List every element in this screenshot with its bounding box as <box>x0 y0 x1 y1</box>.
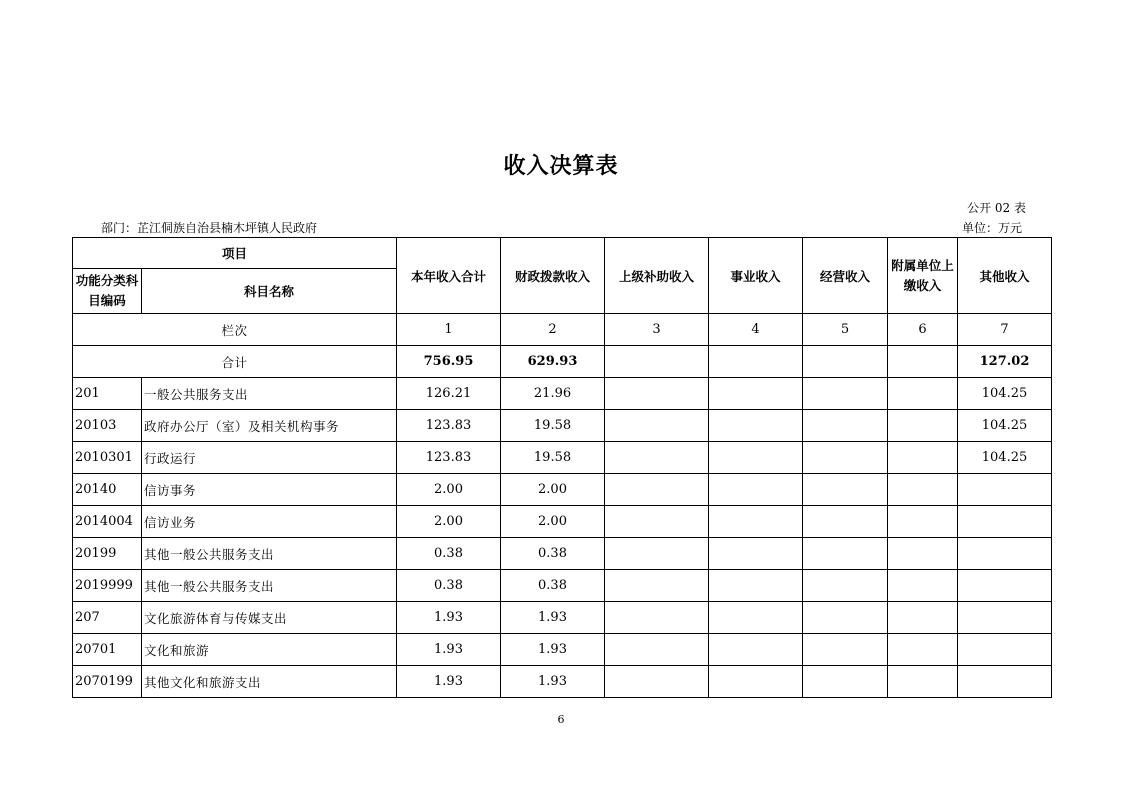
row-value: 19.58 <box>501 410 605 442</box>
row-value <box>605 666 709 698</box>
row-value: 2.00 <box>397 506 501 538</box>
index-number: 3 <box>605 314 709 346</box>
unit-label: 单位：万元 <box>961 221 1022 235</box>
row-value <box>803 634 888 666</box>
row-code: 2019999 <box>73 570 142 602</box>
row-value <box>709 570 803 602</box>
row-value <box>958 474 1052 506</box>
header-superior-subsidy: 上级补助收入 <box>605 238 709 314</box>
row-value <box>803 602 888 634</box>
index-number: 6 <box>888 314 958 346</box>
header-total-income: 本年收入合计 <box>397 238 501 314</box>
row-value: 104.25 <box>958 378 1052 410</box>
row-name: 其他一般公共服务支出 <box>142 570 397 602</box>
index-number: 2 <box>501 314 605 346</box>
index-label: 栏次 <box>73 314 397 346</box>
table-row <box>73 570 1052 602</box>
row-value: 0.38 <box>501 538 605 570</box>
header-business-income: 事业收入 <box>709 238 803 314</box>
header-subsidiary-income: 附属单位上缴收入 <box>888 238 958 314</box>
row-value <box>888 378 958 410</box>
header-name: 科目名称 <box>142 269 397 314</box>
total-row <box>73 346 1052 378</box>
row-code: 20103 <box>73 410 142 442</box>
row-name: 文化和旅游 <box>142 634 397 666</box>
index-number: 1 <box>397 314 501 346</box>
header-other-income: 其他收入 <box>958 238 1052 314</box>
row-value: 1.93 <box>397 634 501 666</box>
total-value: 127.02 <box>958 346 1052 378</box>
row-value <box>803 378 888 410</box>
table-row <box>73 378 1052 410</box>
row-value <box>709 538 803 570</box>
row-value <box>803 570 888 602</box>
table-row <box>73 538 1052 570</box>
row-value <box>958 570 1052 602</box>
department-label: 部门：芷江侗族自治县楠木坪镇人民政府 <box>101 221 318 235</box>
table-row <box>73 442 1052 474</box>
row-value <box>605 570 709 602</box>
total-value <box>803 346 888 378</box>
row-value <box>803 506 888 538</box>
row-value <box>605 506 709 538</box>
total-value <box>709 346 803 378</box>
row-code: 20701 <box>73 634 142 666</box>
index-row <box>73 314 1052 346</box>
row-value <box>709 602 803 634</box>
row-value <box>958 666 1052 698</box>
row-value <box>888 634 958 666</box>
row-value: 2.00 <box>501 474 605 506</box>
row-code: 2014004 <box>73 506 142 538</box>
row-value: 104.25 <box>958 410 1052 442</box>
row-name: 信访事务 <box>142 474 397 506</box>
row-name: 其他文化和旅游支出 <box>142 666 397 698</box>
row-value: 104.25 <box>958 442 1052 474</box>
row-value <box>888 474 958 506</box>
row-value: 0.38 <box>397 538 501 570</box>
index-number: 7 <box>958 314 1052 346</box>
row-value <box>605 538 709 570</box>
table-row <box>73 666 1052 698</box>
index-number: 4 <box>709 314 803 346</box>
row-code: 2070199 <box>73 666 142 698</box>
row-value <box>709 666 803 698</box>
row-value <box>803 474 888 506</box>
row-value: 2.00 <box>397 474 501 506</box>
row-value: 126.21 <box>397 378 501 410</box>
row-value <box>709 506 803 538</box>
row-value <box>709 410 803 442</box>
row-value <box>888 570 958 602</box>
row-value <box>605 634 709 666</box>
row-value <box>803 538 888 570</box>
index-number: 5 <box>803 314 888 346</box>
header-operating-income: 经营收入 <box>803 238 888 314</box>
total-value: 629.93 <box>501 346 605 378</box>
row-value <box>709 634 803 666</box>
row-name: 文化旅游体育与传媒支出 <box>142 602 397 634</box>
row-value <box>888 410 958 442</box>
revenue-table <box>72 237 1052 698</box>
row-value <box>958 506 1052 538</box>
row-code: 201 <box>73 378 142 410</box>
row-value: 1.93 <box>501 602 605 634</box>
form-number: 公开 02 表 <box>967 201 1026 215</box>
row-value <box>605 474 709 506</box>
row-value <box>803 442 888 474</box>
header-item: 项目 <box>73 238 397 269</box>
row-value <box>605 602 709 634</box>
row-name: 政府办公厅（室）及相关机构事务 <box>142 410 397 442</box>
header-code: 功能分类科目编码 <box>73 269 142 314</box>
table-row <box>73 602 1052 634</box>
row-value <box>888 442 958 474</box>
row-value <box>605 378 709 410</box>
row-value: 123.83 <box>397 442 501 474</box>
page-title: 收入决算表 <box>503 154 619 179</box>
row-value: 1.93 <box>501 634 605 666</box>
row-value <box>803 410 888 442</box>
row-value: 0.38 <box>501 570 605 602</box>
total-value: 756.95 <box>397 346 501 378</box>
row-value <box>709 442 803 474</box>
row-value <box>888 506 958 538</box>
row-value <box>958 634 1052 666</box>
row-value <box>605 410 709 442</box>
row-name: 行政运行 <box>142 442 397 474</box>
table-row <box>73 410 1052 442</box>
row-name: 信访业务 <box>142 506 397 538</box>
row-value: 1.93 <box>397 666 501 698</box>
row-name: 其他一般公共服务支出 <box>142 538 397 570</box>
total-label: 合计 <box>73 346 397 378</box>
row-value: 1.93 <box>501 666 605 698</box>
row-code: 207 <box>73 602 142 634</box>
row-value: 21.96 <box>501 378 605 410</box>
table-row <box>73 506 1052 538</box>
row-code: 20199 <box>73 538 142 570</box>
row-value: 19.58 <box>501 442 605 474</box>
table-row <box>73 474 1052 506</box>
row-code: 2010301 <box>73 442 142 474</box>
header-fiscal-allocation: 财政拨款收入 <box>501 238 605 314</box>
row-value <box>605 442 709 474</box>
total-value <box>605 346 709 378</box>
row-value <box>958 602 1052 634</box>
row-value: 0.38 <box>397 570 501 602</box>
row-value <box>888 666 958 698</box>
row-value <box>958 538 1052 570</box>
total-value <box>888 346 958 378</box>
row-value <box>803 666 888 698</box>
row-name: 一般公共服务支出 <box>142 378 397 410</box>
row-value: 123.83 <box>397 410 501 442</box>
page-number: 6 <box>557 713 565 726</box>
row-value <box>709 378 803 410</box>
table-row <box>73 634 1052 666</box>
row-value <box>888 538 958 570</box>
row-value <box>888 602 958 634</box>
row-value <box>709 474 803 506</box>
row-value: 1.93 <box>397 602 501 634</box>
row-value: 2.00 <box>501 506 605 538</box>
row-code: 20140 <box>73 474 142 506</box>
